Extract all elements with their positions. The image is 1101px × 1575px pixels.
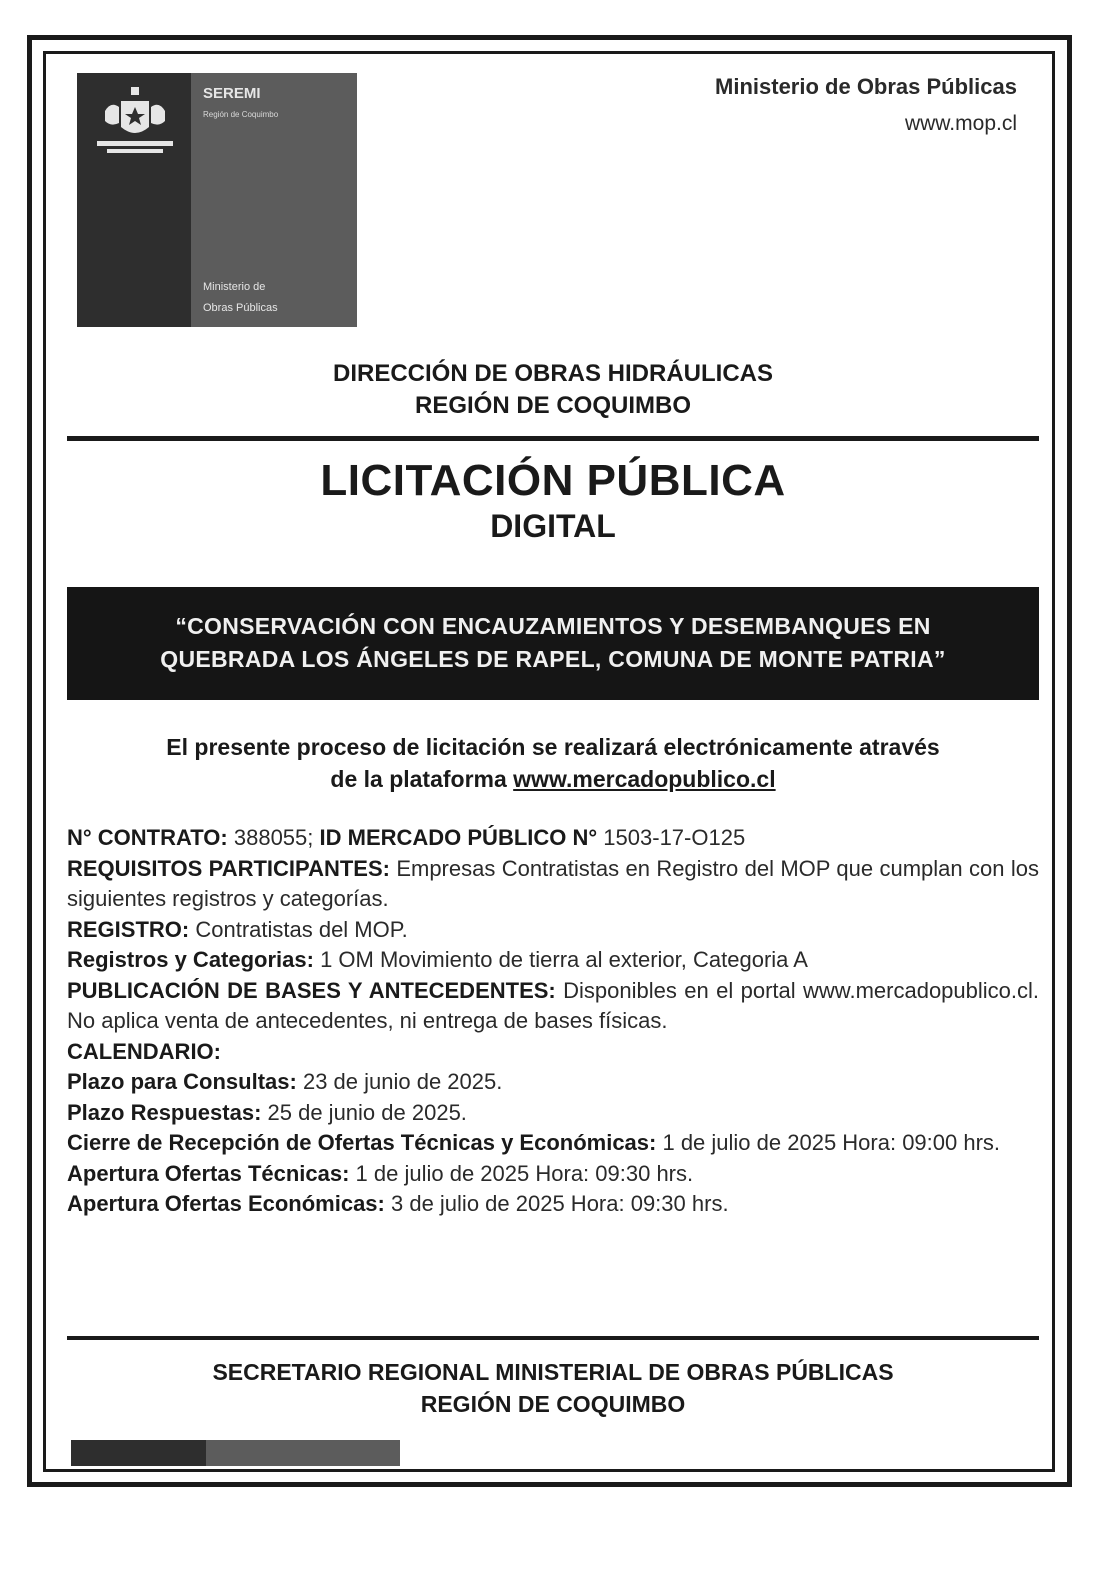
apertura-tecnicas-row [67, 1159, 1039, 1190]
consultas-value: 23 de junio de 2025. [296, 1069, 503, 1094]
signature-line1: SECRETARIO REGIONAL MINISTERIAL DE OBRAS PÚBLICAS [212, 1359, 894, 1385]
cierre-row [67, 1128, 1039, 1159]
apertura-economicas-value: 3 de julio de 2025 Hora: 09:30 hrs. [384, 1191, 729, 1216]
cierre-value: 1 de julio de 2025 Hora: 09:00 hrs. [656, 1130, 1001, 1155]
categories-value: 1 OM Movimiento de tierra al exterior, Categoria A [313, 947, 808, 972]
project-banner [67, 587, 1039, 700]
logo-ministry-line1: Ministerio de [203, 281, 266, 293]
divider-top [67, 436, 1039, 441]
page-subtitle: DIGITAL [490, 508, 616, 544]
contract-label: N° CONTRATO: [67, 825, 228, 850]
apertura-tecnicas-value: 1 de julio de 2025 Hora: 09:30 hrs. [349, 1160, 694, 1186]
publication-row [67, 976, 1039, 1037]
requirements-label: REQUISITOS PARTICIPANTES: [67, 855, 390, 881]
direction-line1: DIRECCIÓN DE OBRAS HIDRÁULICAS [332, 360, 773, 387]
contract-row [67, 823, 1039, 854]
cierre-label: Cierre de Recepción de Ofertas Técnicas y Económicas: [67, 1130, 657, 1155]
respuestas-row [67, 1098, 1039, 1129]
contract-value: 388055; [227, 825, 320, 850]
categories-row [67, 945, 1039, 976]
logo-region: Región de Coquimbo [203, 110, 279, 119]
mp-id-label: ID MERCADO PÚBLICO N° [319, 825, 598, 850]
calendar-label: CALENDARIO: [67, 1038, 221, 1064]
registro-label: REGISTRO: [67, 916, 190, 942]
registro-row [67, 915, 1039, 946]
project-line2: QUEBRADA LOS ÁNGELES DE RAPEL, COMUNA DE MONTE PATRIA” [160, 646, 946, 672]
respuestas-value: 25 de junio de 2025. [261, 1099, 467, 1125]
signature-line2: REGIÓN DE COQUIMBO [420, 1391, 686, 1417]
footer-bar-dark [71, 1440, 206, 1466]
project-line1: “CONSERVACIÓN CON ENCAUZAMIENTOS Y DESEMBANQUES EN [175, 613, 931, 639]
requirements-value: Empresas Contratistas en Registro del MOP que cumplan con los siguientes registros y categorías. [67, 855, 1039, 911]
logo-crest-panel [77, 73, 191, 327]
requirements-row [67, 854, 1039, 915]
intro-line2 [67, 763, 1039, 795]
logo-ministry [203, 277, 278, 319]
ministry-name: Ministerio de Obras Públicas [715, 74, 1017, 99]
logo-ministry-line2: Obras Públicas [203, 302, 278, 314]
categories-label: Registros y Categorias: [67, 947, 314, 972]
apertura-economicas-label: Apertura Ofertas Económicas: [67, 1191, 385, 1216]
publication-value: Disponibles en el portal www.mercadopublico.cl. No aplica venta de antecedentes, ni entrega de bases físicas. [67, 977, 1040, 1033]
divider-bottom [67, 1336, 1039, 1340]
consultas-row [67, 1067, 1039, 1098]
logo-seremi: SEREMI [203, 85, 261, 102]
consultas-label: Plazo para Consultas: [67, 1069, 297, 1094]
publication-label: PUBLICACIÓN DE BASES Y ANTECEDENTES: [67, 977, 556, 1003]
intro-line2-prefix: de la plataforma [330, 766, 514, 792]
coat-of-arms-icon [91, 83, 179, 163]
intro-line1: El presente proceso de licitación se realizará electrónicamente através [166, 734, 940, 760]
calendar-heading [67, 1037, 1039, 1068]
ministry-url: www.mop.cl [904, 112, 1017, 135]
mp-id-value: 1503-17-O125 [597, 825, 746, 850]
respuestas-label: Plazo Respuestas: [67, 1099, 262, 1125]
direction-line2: REGIÓN DE COQUIMBO [414, 392, 691, 419]
tender-details [67, 823, 1039, 1220]
registro-value: Contratistas del MOP. [189, 916, 408, 942]
apertura-economicas-row [67, 1189, 1039, 1220]
footer-bar-gray [206, 1440, 400, 1466]
mercadopublico-link[interactable]: www.mercadopublico.cl [513, 766, 776, 792]
intro-text [67, 731, 1039, 795]
page-title: LICITACIÓN PÚBLICA [320, 456, 786, 505]
seremi-logo [77, 73, 357, 327]
apertura-tecnicas-label: Apertura Ofertas Técnicas: [67, 1160, 350, 1186]
